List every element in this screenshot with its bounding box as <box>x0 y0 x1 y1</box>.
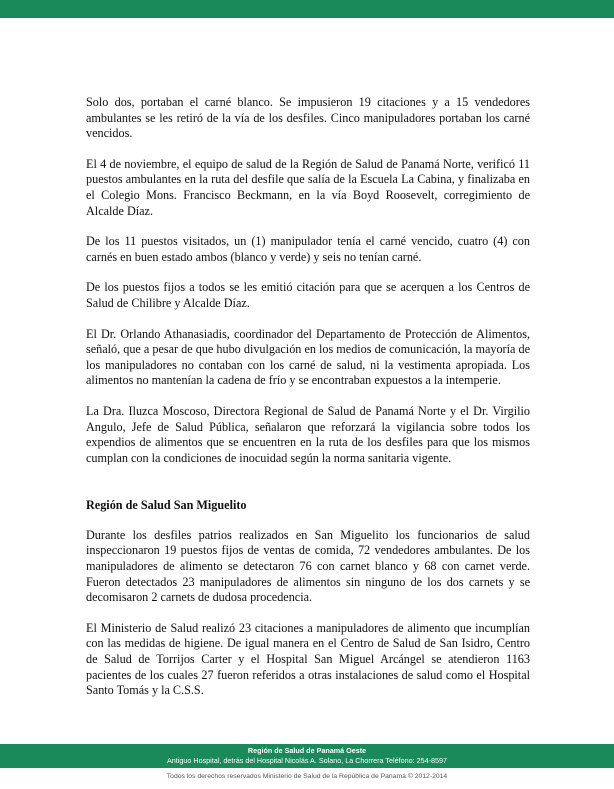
paragraph-7: Durante los desfiles patrios realizados en San Miguelito los funcionarios de salud inspeccionaron 19 puestos fijos de ventas de comida, 72 vendedores ambulantes. De los manipuladores de alimento se detectaron 76 con carnet blanco y 68 con carnet verde. Fueron detectados 23 manipuladores de alimentos sin ninguno de los dos carnets y se decomisaron 2 carnets de dudosa procedencia. <box>86 527 530 605</box>
paragraph-5: El Dr. Orlando Athanasiadis, coordinador del Departamento de Protección de Alimentos, señaló, que a pesar de que hubo divulgación en los medios de comunicación, la mayoría de los manipuladores no contaban con los carné de salud, ni la vestimenta apropiada. Los alimentos no mantenían la cadena de frío y se encontraban expuestos a la intemperie. <box>86 326 530 388</box>
paragraph-6: La Dra. Iluzca Moscoso, Directora Regional de Salud de Panamá Norte y el Dr. Virgilio Angulo, Jefe de Salud Pública, señalaron que reforzará la vigilancia sobre todos los expendios de alimentos que se encuentren en la ruta de los desfiles para que los mismos cumplan con la condiciones de inocuidad según la norma sanitaria vigente. <box>86 403 530 465</box>
footer-bar <box>0 744 614 768</box>
paragraph-4: De los puestos fijos a todos se les emitió citación para que se acerquen a los Centros de Salud de Chilibre y Alcalde Díaz. <box>86 280 530 310</box>
paragraph-2: El 4 de noviembre, el equipo de salud de la Región de Salud de Panamá Norte, verificó 11 puestos ambulantes en la ruta del desfile que salía de la Escuela La Cabina, y finalizaba en el Colegio Mons. Francisco Beckmann, en la vía Boyd Roosevelt, corregimiento de Alcalde Díaz. <box>86 156 530 218</box>
paragraph-1: Solo dos, portaban el carné blanco. Se impusieron 19 citaciones y a 15 vendedores ambulantes se les retiró de la vía de los desfiles. Cinco manipuladores portaban los carné vencidos. <box>86 95 530 141</box>
paragraph-3: De los 11 puestos visitados, un (1) manipulador tenía el carné vencido, cuatro (4) con carnés en buen estado ambos (blanco y verde) y seis no tenían carné. <box>86 234 530 264</box>
section-heading: Región de Salud San Miguelito <box>86 498 247 513</box>
paragraph-8: El Ministerio de Salud realizó 23 citaciones a manipuladores de alimento que incumplían con las medidas de higiene. De igual manera en el Centro de Salud de San Isidro, Centro de Salud de Torrijos Carter y el Hospital San Miguel Arcángel se atendieron 1163 pacientes de los cuales 27 fueron referidos a otras instalaciones de salud como el Hospital Santo Tomás y la C.S.S. <box>86 620 530 698</box>
article-body <box>86 95 530 714</box>
footer-region-name: Región de Salud de Panamá Oeste <box>247 746 367 755</box>
header-bar <box>0 0 614 18</box>
footer-address: Antiguo Hospital, detrás del Hospital Nicolás A. Solano, La Chorrera Teléfono: 254-8597 <box>167 755 447 765</box>
copyright-notice: Todos los derechos reservados Ministerio de Salud de la República de Panamá © 2012-2014 <box>166 773 448 780</box>
